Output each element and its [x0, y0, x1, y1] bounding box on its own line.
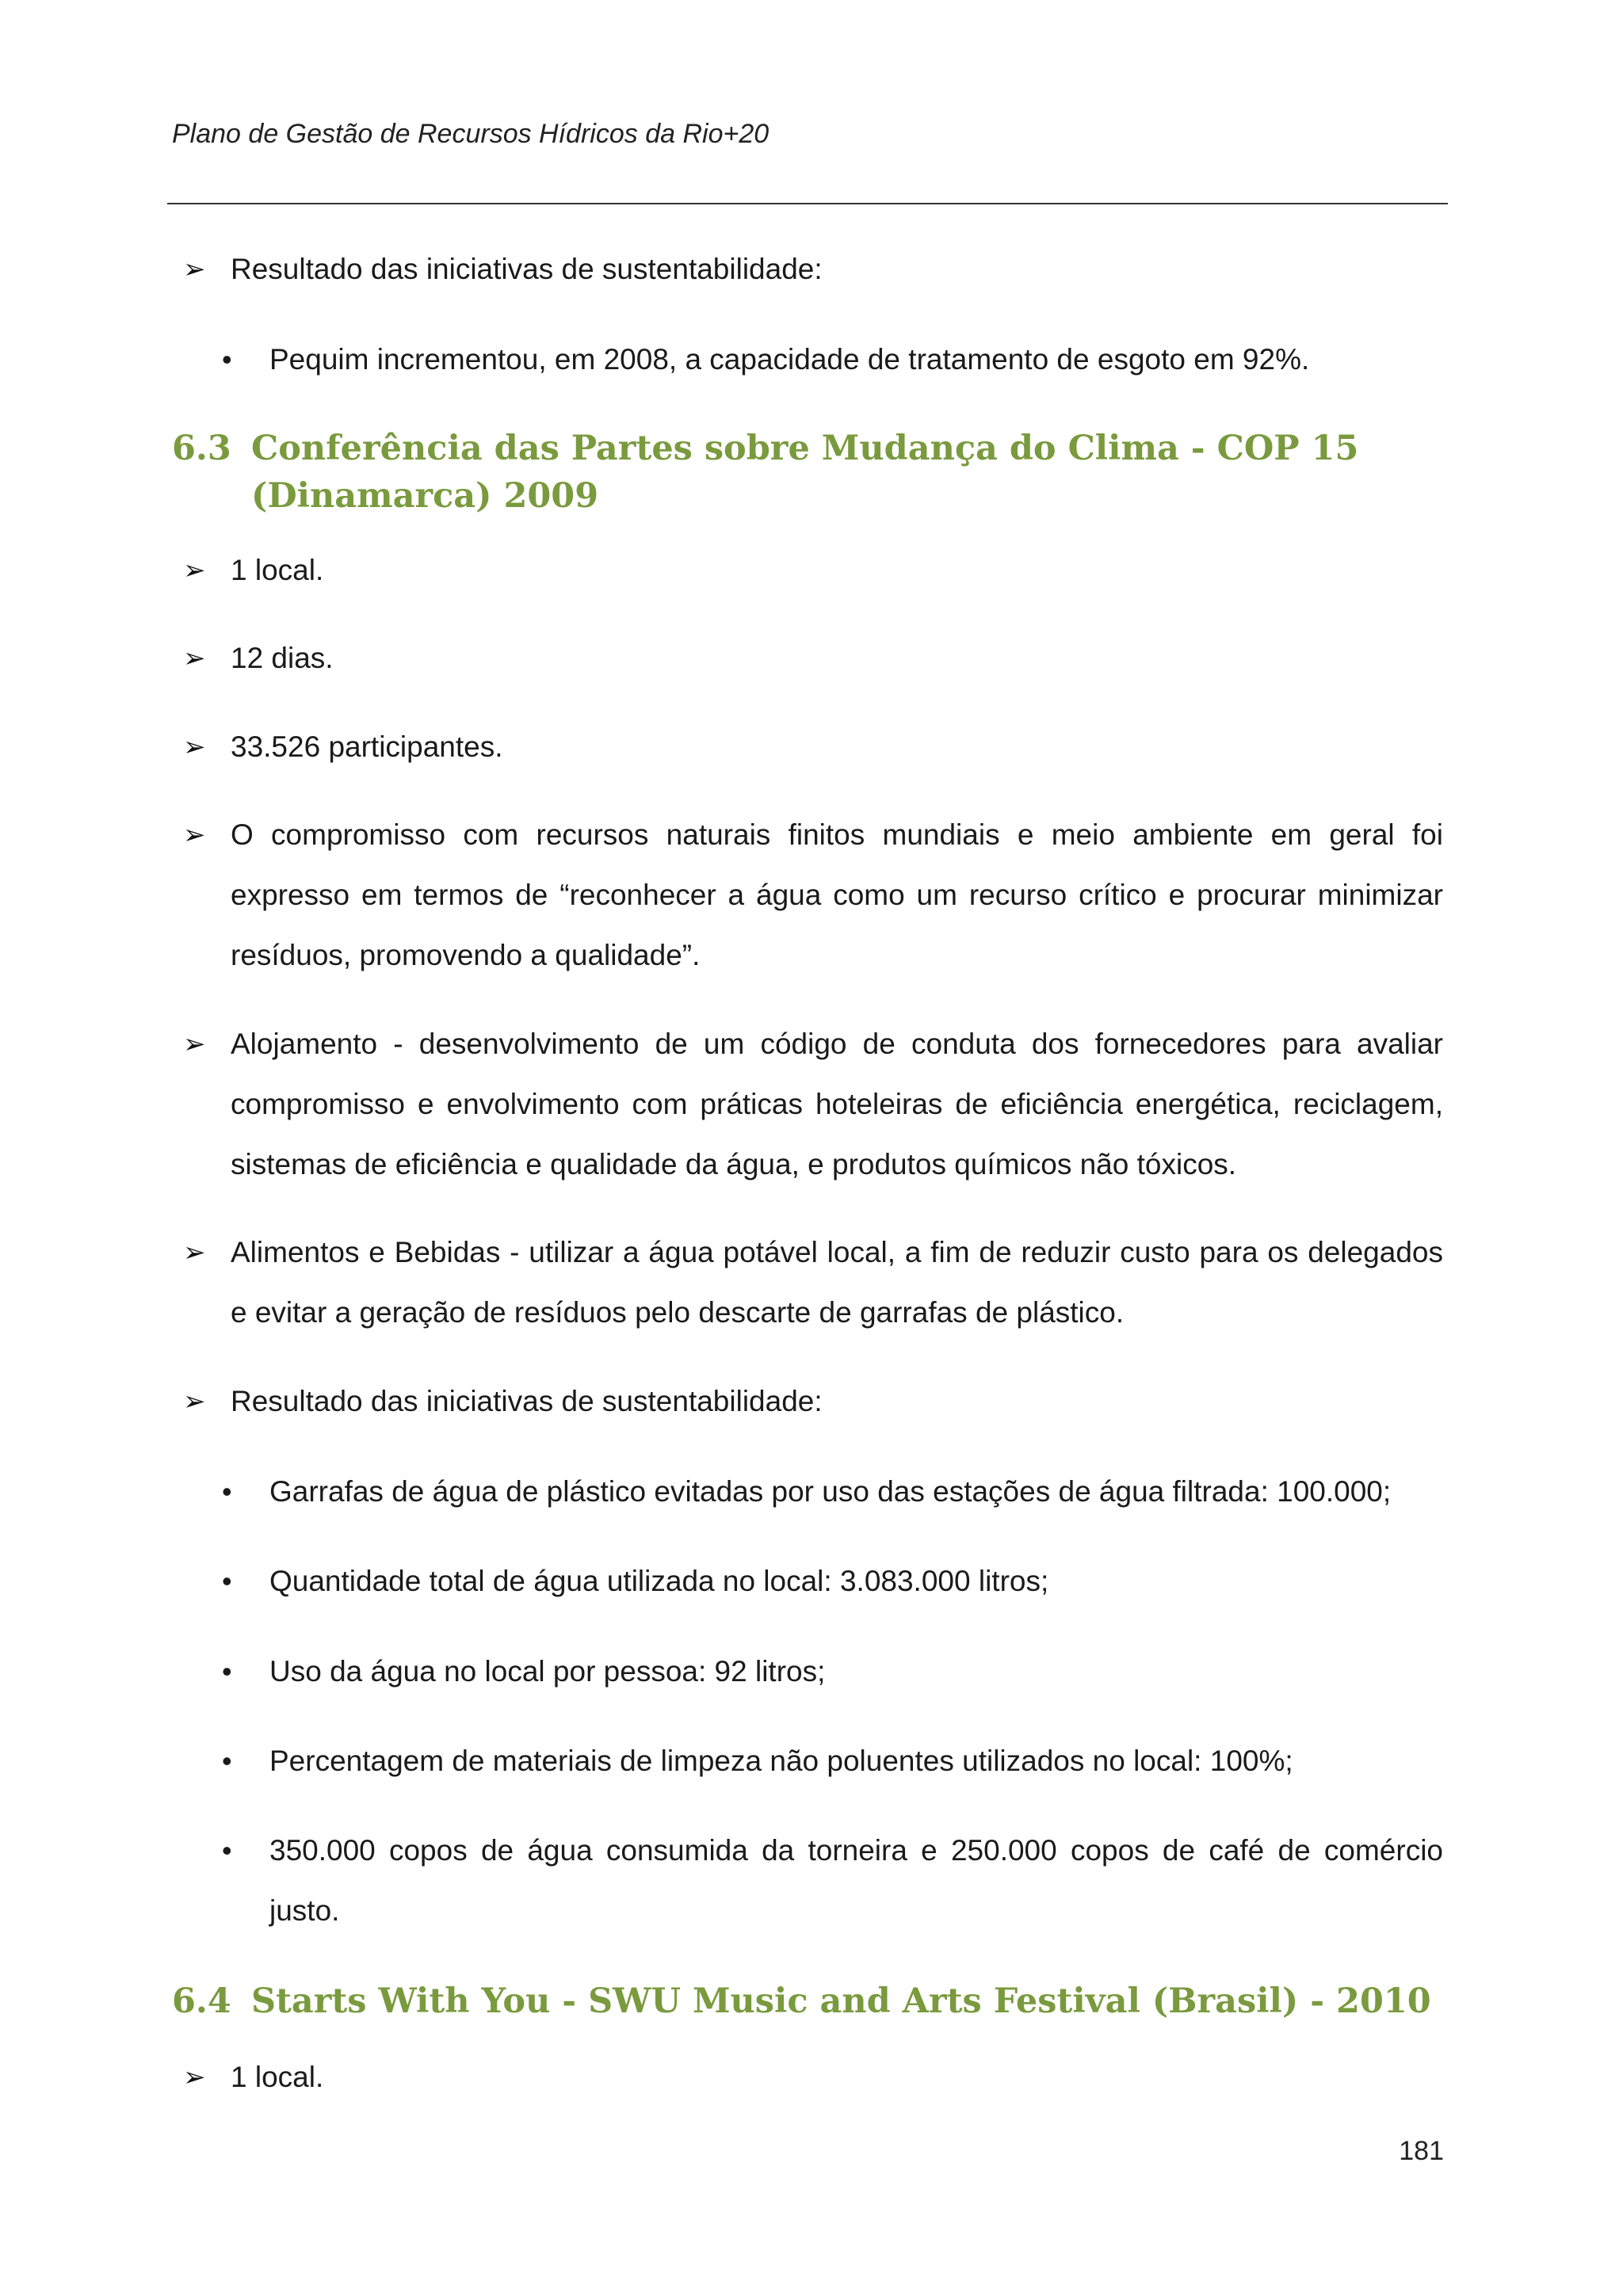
- arrow-bullet-icon: ➢: [183, 1238, 206, 1268]
- round-bullet-icon: •: [222, 343, 232, 376]
- round-bullet-icon: •: [222, 1475, 232, 1508]
- list-item-locations: [183, 540, 1443, 601]
- list-item-text: Resultado das iniciativas de sustentabilidade:: [231, 253, 823, 285]
- arrow-bullet-icon: ➢: [183, 732, 206, 762]
- arrow-bullet-icon: ➢: [183, 1386, 206, 1417]
- list-item-text: Resultado das iniciativas de sustentabilidade:: [231, 1385, 823, 1417]
- list-item-commitment: [183, 805, 1443, 986]
- list-item-text: O compromisso com recursos naturais finitos mundiais e meio ambiente em geral foi expresso em termos de “reconhecer a água como um recurso crítico e procurar minimizar resíduos, promovendo a qualidade”.: [231, 818, 1443, 971]
- list-item-text: 1 local.: [231, 554, 324, 586]
- round-bullet-icon: •: [222, 1565, 232, 1597]
- bullet-item-text: Uso da água no local por pessoa: 92 litros;: [269, 1655, 826, 1688]
- list-item-results: [183, 1371, 1443, 1432]
- bullet-item-text: Quantidade total de água utilizada no local: 3.083.000 litros;: [269, 1565, 1049, 1597]
- page-number: 181: [1399, 2136, 1444, 2166]
- arrow-bullet-icon: ➢: [183, 820, 206, 850]
- bullet-item-text: Garrafas de água de plástico evitadas por uso das estações de água filtrada: 100.000;: [269, 1475, 1392, 1508]
- bullet-item-water-per-person: [222, 1642, 1443, 1702]
- bullet-item-text: Percentagem de materiais de limpeza não poluentes utilizados no local: 100%;: [269, 1745, 1293, 1777]
- round-bullet-icon: •: [222, 1834, 232, 1867]
- list-item-text: 33.526 participantes.: [231, 730, 503, 763]
- bullet-item-bottles: [222, 1462, 1443, 1522]
- section-number: 6.3: [172, 429, 231, 468]
- section-title: Starts With You - SWU Music and Arts Festival (Brasil) - 2010: [251, 1981, 1431, 2021]
- bullet-item-cups: [222, 1821, 1443, 1941]
- header-rule: [167, 203, 1448, 204]
- section-heading-6-4: [172, 1978, 1448, 2025]
- list-item-accommodation: [183, 1014, 1443, 1195]
- bullet-item-text: Pequim incrementou, em 2008, a capacidade de tratamento de esgoto em 92%.: [269, 343, 1310, 376]
- arrow-bullet-icon: ➢: [183, 2062, 206, 2092]
- bullet-item-pequim: [222, 330, 1443, 390]
- section-title: Conferência das Partes sobre Mudança do Clima - COP 15 (Dinamarca) 2009: [251, 429, 1359, 516]
- round-bullet-icon: •: [222, 1655, 232, 1688]
- list-item-locations-6-4: [183, 2047, 1443, 2107]
- arrow-bullet-icon: ➢: [183, 643, 206, 673]
- list-item-text: 1 local.: [231, 2061, 324, 2093]
- list-item-text: Alojamento - desenvolvimento de um código de conduta dos fornecedores para avaliar compromisso e envolvimento com práticas hoteleiras de eficiência energética, reciclagem, sistemas de eficiência e qualidade da água, e produtos químicos não tóxicos.: [231, 1028, 1443, 1180]
- running-header: Plano de Gestão de Recursos Hídricos da Rio+20: [172, 119, 769, 149]
- list-item-results-intro: [183, 239, 1443, 299]
- arrow-bullet-icon: ➢: [183, 1029, 206, 1059]
- arrow-bullet-icon: ➢: [183, 555, 206, 585]
- round-bullet-icon: •: [222, 1745, 232, 1777]
- list-item-days: [183, 628, 1443, 688]
- list-item-participants: [183, 717, 1443, 777]
- bullet-item-text: 350.000 copos de água consumida da torneira e 250.000 copos de café de comércio justo.: [269, 1834, 1443, 1927]
- bullet-item-total-water: [222, 1551, 1443, 1611]
- section-number: 6.4: [172, 1981, 231, 2021]
- list-item-text: 12 dias.: [231, 642, 334, 674]
- list-item-text: Alimentos e Bebidas - utilizar a água potável local, a fim de reduzir custo para os delegados e evitar a geração de resíduos pelo descarte de garrafas de plástico.: [231, 1236, 1443, 1329]
- bullet-item-cleaning-materials: [222, 1731, 1443, 1791]
- arrow-bullet-icon: ➢: [183, 254, 206, 284]
- list-item-food-beverages: [183, 1222, 1443, 1343]
- section-heading-6-3: [172, 425, 1448, 520]
